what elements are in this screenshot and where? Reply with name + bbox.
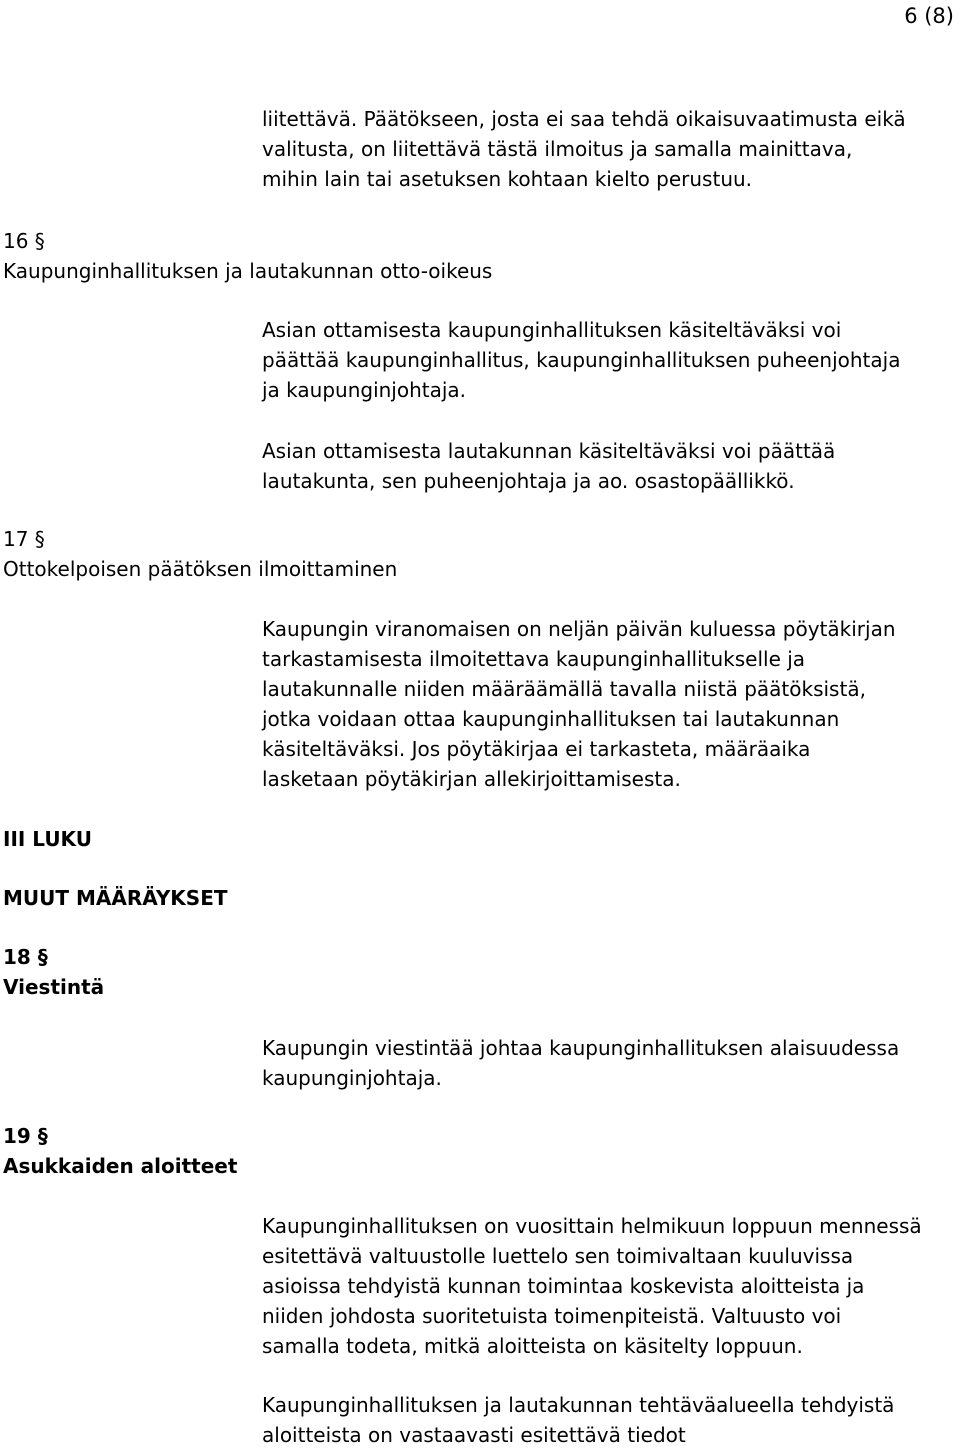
section-18-number: 18 §	[3, 945, 48, 969]
section-16-paragraph-1: Asian ottamisesta kaupunginhallituksen käsiteltäväksi voi päättää kaupunginhallitus, kaupunginhallituksen puheenjohtaja ja kaupunginjohtaja.	[262, 318, 901, 402]
section-19-number: 19 §	[3, 1124, 48, 1148]
chapter-title: MUUT MÄÄRÄYKSET	[3, 886, 228, 910]
page-number: 6 (8)	[904, 4, 954, 28]
section-17-paragraph-1: Kaupungin viranomaisen on neljän päivän kuluessa pöytäkirjan tarkastamisesta ilmoitettava kaupunginhallitukselle ja lautakunnalle niiden määräämällä tavalla niistä päätöksistä, jotka voidaan ottaa kaupunginhallituksen tai lautakunnan käsiteltäväksi. Jos pöytäkirjaa ei tarkasteta, määräaika lasketaan pöytäkirjan allekirjoittamisesta.	[262, 617, 896, 791]
section-16-paragraph-2: Asian ottamisesta lautakunnan käsiteltäväksi voi päättää lautakunta, sen puheenjohtaja ja ao. osastopäällikkö.	[262, 439, 836, 493]
intro-paragraph: liitettävä. Päätökseen, josta ei saa tehdä oikaisuvaatimusta eikä valitusta, on liitettävä tästä ilmoitus ja samalla mainittava, mihin lain tai asetuksen kohtaan kielto perustuu.	[262, 107, 906, 191]
section-17-number: 17 §	[3, 527, 45, 551]
section-18-paragraph-1: Kaupungin viestintää johtaa kaupunginhallituksen alaisuudessa kaupunginjohtaja.	[262, 1036, 900, 1090]
section-19-title: Asukkaiden aloitteet	[3, 1154, 238, 1178]
section-18-title: Viestintä	[3, 975, 105, 999]
section-16-title: Kaupunginhallituksen ja lautakunnan otto-oikeus	[3, 259, 493, 283]
section-19-paragraph-2: Kaupunginhallituksen ja lautakunnan tehtäväalueella tehdyistä aloitteista on vastaavasti esitettävä tiedot	[262, 1393, 895, 1447]
section-16-number: 16 §	[3, 229, 45, 253]
chapter-number: III LUKU	[3, 827, 92, 851]
section-19-paragraph-1: Kaupunginhallituksen on vuosittain helmikuun loppuun mennessä esitettävä valtuustolle luettelo sen toimivaltaan kuuluvissa asioissa tehdyistä kunnan toimintaa koskevista aloitteista ja niiden johdosta suoritetuista toimenpiteistä. Valtuusto voi samalla todeta, mitkä aloitteista on käsitelty loppuun.	[262, 1214, 922, 1358]
section-17-title: Ottokelpoisen päätöksen ilmoittaminen	[3, 557, 398, 581]
